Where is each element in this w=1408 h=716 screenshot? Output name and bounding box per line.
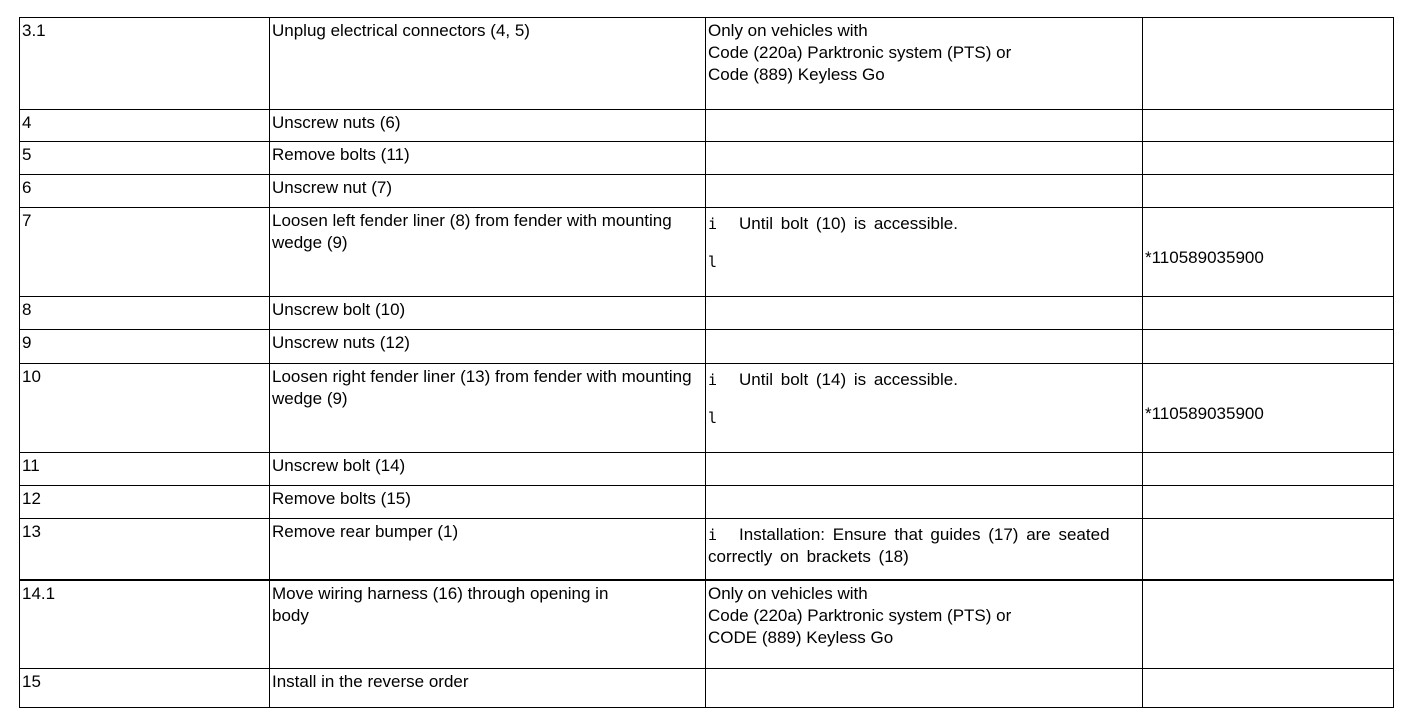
step-number: 9 bbox=[20, 330, 270, 364]
tool-icon: l bbox=[708, 409, 718, 427]
step-note bbox=[706, 110, 1143, 142]
step-number: 13 bbox=[20, 519, 270, 580]
step-reference bbox=[1143, 486, 1394, 519]
step-reference bbox=[1143, 142, 1394, 175]
step-number: 3.1 bbox=[20, 18, 270, 110]
step-reference bbox=[1143, 669, 1394, 708]
table-row bbox=[20, 142, 1394, 175]
step-note bbox=[706, 175, 1143, 208]
table-row bbox=[20, 486, 1394, 519]
tool-part-number: *110589035900 bbox=[1145, 404, 1264, 423]
table-row bbox=[20, 297, 1394, 330]
table-row bbox=[20, 364, 1394, 453]
step-number: 12 bbox=[20, 486, 270, 519]
step-note bbox=[706, 486, 1143, 519]
info-text: Until bolt (14) is accessible. bbox=[739, 370, 958, 389]
info-note bbox=[708, 369, 1140, 391]
step-reference bbox=[1143, 519, 1394, 580]
action-line: Move wiring harness (16) through opening in bbox=[272, 583, 609, 603]
step-reference bbox=[1143, 580, 1394, 669]
table-row bbox=[20, 519, 1394, 580]
step-note bbox=[706, 519, 1143, 580]
step-action: Unscrew nut (7) bbox=[270, 175, 706, 208]
step-action: Unscrew nuts (6) bbox=[270, 110, 706, 142]
step-note bbox=[706, 142, 1143, 175]
tool-icon: l bbox=[708, 253, 718, 271]
table-row bbox=[20, 18, 1394, 110]
step-action: Loosen left fender liner (8) from fender with mounting wedge (9) bbox=[270, 208, 706, 297]
step-number: 11 bbox=[20, 453, 270, 486]
step-number: 14.1 bbox=[20, 580, 270, 669]
step-action: Unplug electrical connectors (4, 5) bbox=[270, 18, 706, 110]
table-row bbox=[20, 330, 1394, 364]
step-reference bbox=[1143, 364, 1394, 453]
step-note bbox=[706, 580, 1143, 669]
step-note bbox=[706, 330, 1143, 364]
step-note bbox=[706, 669, 1143, 708]
step-number: 15 bbox=[20, 669, 270, 708]
step-note bbox=[706, 208, 1143, 297]
table-row bbox=[20, 580, 1394, 669]
step-action: Remove bolts (11) bbox=[270, 142, 706, 175]
info-icon: i bbox=[708, 526, 718, 544]
note-line: CODE (889) Keyless Go bbox=[708, 627, 894, 647]
info-icon: i bbox=[708, 215, 718, 233]
table-row bbox=[20, 453, 1394, 486]
step-number: 8 bbox=[20, 297, 270, 330]
step-number: 5 bbox=[20, 142, 270, 175]
table-row bbox=[20, 110, 1394, 142]
step-action: Install in the reverse order bbox=[270, 669, 706, 708]
step-reference bbox=[1143, 208, 1394, 297]
action-line: body bbox=[272, 605, 309, 625]
step-note bbox=[706, 364, 1143, 453]
table-row bbox=[20, 208, 1394, 297]
step-reference bbox=[1143, 453, 1394, 486]
note-line: Code (889) Keyless Go bbox=[708, 65, 885, 84]
table-row bbox=[20, 669, 1394, 708]
note-line: Code (220a) Parktronic system (PTS) or bbox=[708, 43, 1012, 62]
info-text: Until bolt (10) is accessible. bbox=[739, 214, 958, 233]
step-action: Remove rear bumper (1) bbox=[270, 519, 706, 580]
step-action: Unscrew bolt (14) bbox=[270, 453, 706, 486]
step-number: 10 bbox=[20, 364, 270, 453]
step-action: Remove bolts (15) bbox=[270, 486, 706, 519]
step-reference bbox=[1143, 18, 1394, 110]
info-note bbox=[708, 524, 1140, 568]
step-number: 4 bbox=[20, 110, 270, 142]
step-note bbox=[706, 453, 1143, 486]
step-reference bbox=[1143, 175, 1394, 208]
info-text: Installation: Ensure that guides (17) are seated correctly on brackets (18) bbox=[708, 525, 1110, 566]
step-action bbox=[270, 580, 706, 669]
step-number: 7 bbox=[20, 208, 270, 297]
step-action: Unscrew nuts (12) bbox=[270, 330, 706, 364]
step-number: 6 bbox=[20, 175, 270, 208]
table-row bbox=[20, 175, 1394, 208]
step-action: Loosen right fender liner (13) from fender with mounting wedge (9) bbox=[270, 364, 706, 453]
note-line: Code (220a) Parktronic system (PTS) or bbox=[708, 605, 1012, 625]
step-note bbox=[706, 297, 1143, 330]
info-icon: i bbox=[708, 371, 718, 389]
tool-part-number: *110589035900 bbox=[1145, 248, 1264, 267]
step-reference bbox=[1143, 330, 1394, 364]
note-line: Only on vehicles with bbox=[708, 583, 868, 603]
step-action: Unscrew bolt (10) bbox=[270, 297, 706, 330]
procedure-table bbox=[19, 17, 1394, 708]
note-line: Only on vehicles with bbox=[708, 21, 868, 40]
info-note bbox=[708, 213, 1140, 235]
step-reference bbox=[1143, 297, 1394, 330]
step-note bbox=[706, 18, 1143, 110]
step-reference bbox=[1143, 110, 1394, 142]
